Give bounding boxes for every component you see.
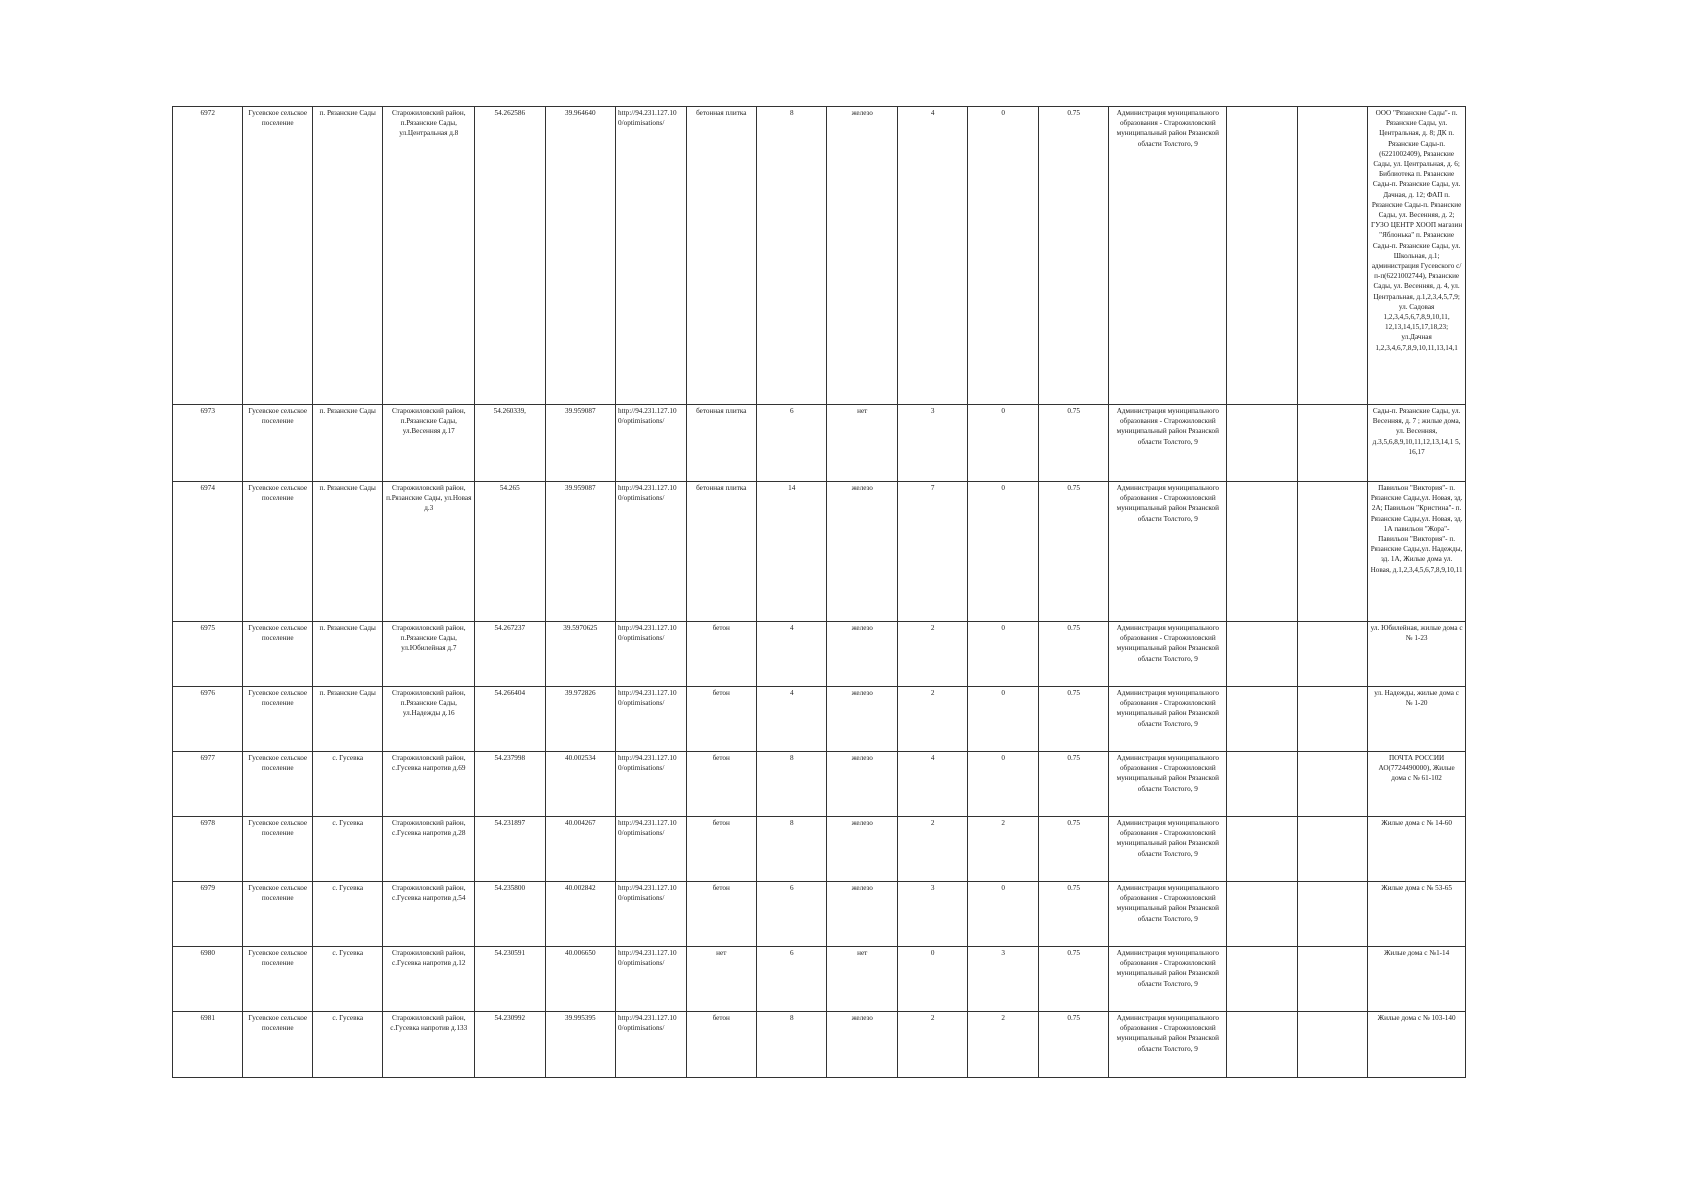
empty-cell	[1297, 405, 1367, 482]
locality-cell: п. Рязанские Сады	[312, 482, 382, 622]
area-cell: 8	[757, 752, 827, 817]
locality-cell: с. Гусевка	[312, 817, 382, 882]
empty-cell	[1227, 1012, 1297, 1078]
locality-cell: п. Рязанские Сады	[312, 622, 382, 687]
empty-cell	[1297, 947, 1367, 1012]
empty-cell	[1297, 622, 1367, 687]
map-link-cell: http://94.231.127.10 0/optimisations/	[616, 622, 686, 687]
waste-sources-cell: ООО "Рязанские Сады"- п. Рязанские Сады, ул. Центральная, д. 8; ДК п. Рязанские Сады-п. (6221002409), Рязанские Сады, ул. Центральная, д. 6; Библиотека п. Рязанские Сады-п. Рязанские Сады, ул. Дачная, д. 12; ФАП п. Рязанские Сады-п. Рязанские Сады, ул. Весенняя, д. 2; ГУЗО ЦЕНТР ХООП магазин "Яблонька" п. Рязанские Сады-п. Рязанские Сады, ул. Школьная, д.1; администрация Гусевского с/п-п(6221002744), Рязанские Сады, ул. Весенняя, д. 4, ул. Центральная, д.1,2,3,4,5,7,9; ул. Садовая 1,2,3,4,5,6,7,8,9,10,11, 12,13,14,15,17,18,23; ул.Дачная 1,2,3,4,6,7,8,9,10,11,13,14,1	[1368, 107, 1466, 405]
empty-cell	[1297, 482, 1367, 622]
containers-count-cell: 2	[897, 622, 967, 687]
area-cell: 6	[757, 882, 827, 947]
table-row	[173, 622, 1466, 687]
table-row	[173, 687, 1466, 752]
surface-type-cell: бетонная плитка	[686, 405, 756, 482]
waste-sources-cell: Жилые дома с № 103-140	[1368, 1012, 1466, 1078]
fence-cell: нет	[827, 947, 897, 1012]
bunkers-count-cell: 0	[968, 752, 1038, 817]
empty-cell	[1227, 817, 1297, 882]
bunkers-count-cell: 2	[968, 817, 1038, 882]
owner-cell: Администрация муниципального образования - Старожиловский муниципальный район Рязанской области Толстого, 9	[1109, 687, 1227, 752]
fence-cell: железо	[827, 107, 897, 405]
waste-sources-cell: Павильон "Виктория"- п. Рязанские Сады,ул. Новая, зд. 2А; Павильон "Кристина"- п. Рязанские Сады,ул. Новая, зд. 1А павильон "Жора"- Павильон "Виктория"- п. Рязанские Сады,ул. Надежды, зд. 1А, Жилые дома ул. Новая, д.1,2,3,4,5,6,7,8,9,10,11	[1368, 482, 1466, 622]
area-cell: 14	[757, 482, 827, 622]
area-cell: 4	[757, 622, 827, 687]
map-link-cell: http://94.231.127.10 0/optimisations/	[616, 405, 686, 482]
address-cell: Старожиловский район, п.Рязанские Сады, ул.Весенняя д.17	[383, 405, 475, 482]
empty-cell	[1227, 482, 1297, 622]
fence-cell: железо	[827, 482, 897, 622]
row-number-cell: 6981	[173, 1012, 243, 1078]
longitude-cell: 40.002842	[545, 882, 615, 947]
latitude-cell: 54.266404	[475, 687, 545, 752]
map-link-cell: http://94.231.127.10 0/optimisations/	[616, 752, 686, 817]
settlement-cell: Гусевское сельское поселение	[243, 817, 312, 882]
fence-cell: нет	[827, 405, 897, 482]
owner-cell: Администрация муниципального образования - Старожиловский муниципальный район Рязанской области Толстого, 9	[1109, 405, 1227, 482]
bunkers-count-cell: 0	[968, 687, 1038, 752]
area-cell: 8	[757, 107, 827, 405]
settlement-cell: Гусевское сельское поселение	[243, 1012, 312, 1078]
surface-type-cell: бетон	[686, 882, 756, 947]
locality-cell: с. Гусевка	[312, 947, 382, 1012]
table-row	[173, 107, 1466, 405]
address-cell: Старожиловский район, с.Гусевка напротив д.54	[383, 882, 475, 947]
container-volume-cell: 0.75	[1038, 107, 1108, 405]
longitude-cell: 39.959087	[545, 482, 615, 622]
waste-sources-cell: Жилые дома с № 53-65	[1368, 882, 1466, 947]
address-cell: Старожиловский район, п.Рязанские Сады, ул.Центральная д.8	[383, 107, 475, 405]
containers-count-cell: 4	[897, 107, 967, 405]
row-number-cell: 6980	[173, 947, 243, 1012]
containers-count-cell: 2	[897, 1012, 967, 1078]
map-link-cell: http://94.231.127.10 0/optimisations/	[616, 947, 686, 1012]
longitude-cell: 39.964640	[545, 107, 615, 405]
locality-cell: с. Гусевка	[312, 882, 382, 947]
settlement-cell: Гусевское сельское поселение	[243, 947, 312, 1012]
empty-cell	[1297, 1012, 1367, 1078]
address-cell: Старожиловский район, п.Рязанские Сады, ул.Новая д.3	[383, 482, 475, 622]
row-number-cell: 6973	[173, 405, 243, 482]
area-cell: 8	[757, 1012, 827, 1078]
area-cell: 8	[757, 817, 827, 882]
table-row	[173, 947, 1466, 1012]
empty-cell	[1297, 817, 1367, 882]
fence-cell: железо	[827, 817, 897, 882]
container-volume-cell: 0.75	[1038, 687, 1108, 752]
owner-cell: Администрация муниципального образования - Старожиловский муниципальный район Рязанской области Толстого, 9	[1109, 1012, 1227, 1078]
surface-type-cell: бетон	[686, 817, 756, 882]
settlement-cell: Гусевское сельское поселение	[243, 405, 312, 482]
waste-sources-cell: ул. Юбилейная, жилые дома с № 1-23	[1368, 622, 1466, 687]
latitude-cell: 54.230591	[475, 947, 545, 1012]
row-number-cell: 6977	[173, 752, 243, 817]
address-cell: Старожиловский район, с.Гусевка напротив д.28	[383, 817, 475, 882]
surface-type-cell: бетон	[686, 622, 756, 687]
map-link-cell: http://94.231.127.10 0/optimisations/	[616, 482, 686, 622]
empty-cell	[1227, 947, 1297, 1012]
latitude-cell: 54.237998	[475, 752, 545, 817]
locality-cell: с. Гусевка	[312, 1012, 382, 1078]
bunkers-count-cell: 2	[968, 1012, 1038, 1078]
empty-cell	[1227, 882, 1297, 947]
row-number-cell: 6978	[173, 817, 243, 882]
longitude-cell: 40.002534	[545, 752, 615, 817]
locality-cell: п. Рязанские Сады	[312, 687, 382, 752]
owner-cell: Администрация муниципального образования - Старожиловский муниципальный район Рязанской области Толстого, 9	[1109, 817, 1227, 882]
surface-type-cell: бетонная плитка	[686, 482, 756, 622]
table-row	[173, 817, 1466, 882]
longitude-cell: 39.5970625	[545, 622, 615, 687]
longitude-cell: 39.972826	[545, 687, 615, 752]
bunkers-count-cell: 0	[968, 107, 1038, 405]
settlement-cell: Гусевское сельское поселение	[243, 482, 312, 622]
bunkers-count-cell: 0	[968, 622, 1038, 687]
bunkers-count-cell: 0	[968, 882, 1038, 947]
waste-sources-cell: ПОЧТА РОССИИ АО(7724490000), Жилые дома с № 61-102	[1368, 752, 1466, 817]
fence-cell: железо	[827, 687, 897, 752]
latitude-cell: 54.260339,	[475, 405, 545, 482]
surface-type-cell: бетонная плитка	[686, 107, 756, 405]
container-volume-cell: 0.75	[1038, 752, 1108, 817]
empty-cell	[1227, 107, 1297, 405]
empty-cell	[1297, 107, 1367, 405]
owner-cell: Администрация муниципального образования - Старожиловский муниципальный район Рязанской области Толстого, 9	[1109, 947, 1227, 1012]
latitude-cell: 54.267237	[475, 622, 545, 687]
map-link-cell: http://94.231.127.10 0/optimisations/	[616, 107, 686, 405]
containers-count-cell: 0	[897, 947, 967, 1012]
container-volume-cell: 0.75	[1038, 947, 1108, 1012]
bunkers-count-cell: 3	[968, 947, 1038, 1012]
bunkers-count-cell: 0	[968, 405, 1038, 482]
latitude-cell: 54.230992	[475, 1012, 545, 1078]
containers-count-cell: 2	[897, 687, 967, 752]
longitude-cell: 40.006650	[545, 947, 615, 1012]
row-number-cell: 6976	[173, 687, 243, 752]
surface-type-cell: бетон	[686, 1012, 756, 1078]
waste-sources-cell: ул. Надежды, жилые дома с № 1-20	[1368, 687, 1466, 752]
containers-count-cell: 3	[897, 405, 967, 482]
fence-cell: железо	[827, 882, 897, 947]
container-volume-cell: 0.75	[1038, 405, 1108, 482]
settlement-cell: Гусевское сельское поселение	[243, 107, 312, 405]
area-cell: 6	[757, 405, 827, 482]
containers-count-cell: 7	[897, 482, 967, 622]
longitude-cell: 40.004267	[545, 817, 615, 882]
waste-site-registry-table	[172, 106, 1466, 1078]
empty-cell	[1227, 687, 1297, 752]
address-cell: Старожиловский район, п.Рязанские Сады, ул.Юбилейная д.7	[383, 622, 475, 687]
locality-cell: с. Гусевка	[312, 752, 382, 817]
empty-cell	[1297, 752, 1367, 817]
surface-type-cell: бетон	[686, 687, 756, 752]
bunkers-count-cell: 0	[968, 482, 1038, 622]
owner-cell: Администрация муниципального образования - Старожиловский муниципальный район Рязанской области Толстого, 9	[1109, 882, 1227, 947]
table-row	[173, 482, 1466, 622]
waste-sources-cell: Сады-п. Рязанские Сады, ул. Весенняя, д. 7 ; жилые дома, ул. Весенняя, д.3,5,6,8,9,10,11,12,13,14,1 5, 16,17	[1368, 405, 1466, 482]
row-number-cell: 6972	[173, 107, 243, 405]
surface-type-cell: нет	[686, 947, 756, 1012]
waste-sources-cell: Жилые дома с №1-14	[1368, 947, 1466, 1012]
fence-cell: железо	[827, 1012, 897, 1078]
row-number-cell: 6979	[173, 882, 243, 947]
containers-count-cell: 4	[897, 752, 967, 817]
locality-cell: п. Рязанские Сады	[312, 405, 382, 482]
row-number-cell: 6974	[173, 482, 243, 622]
address-cell: Старожиловский район, с.Гусевка напротив д.12	[383, 947, 475, 1012]
empty-cell	[1227, 622, 1297, 687]
map-link-cell: http://94.231.127.10 0/optimisations/	[616, 1012, 686, 1078]
owner-cell: Администрация муниципального образования - Старожиловский муниципальный район Рязанской области Толстого, 9	[1109, 107, 1227, 405]
map-link-cell: http://94.231.127.10 0/optimisations/	[616, 817, 686, 882]
fence-cell: железо	[827, 752, 897, 817]
settlement-cell: Гусевское сельское поселение	[243, 882, 312, 947]
address-cell: Старожиловский район, с.Гусевка напротив д.133	[383, 1012, 475, 1078]
settlement-cell: Гусевское сельское поселение	[243, 622, 312, 687]
owner-cell: Администрация муниципального образования - Старожиловский муниципальный район Рязанской области Толстого, 9	[1109, 622, 1227, 687]
container-volume-cell: 0.75	[1038, 1012, 1108, 1078]
address-cell: Старожиловский район, с.Гусевка напротив д.69	[383, 752, 475, 817]
latitude-cell: 54.262586	[475, 107, 545, 405]
table-row	[173, 1012, 1466, 1078]
row-number-cell: 6975	[173, 622, 243, 687]
container-volume-cell: 0.75	[1038, 882, 1108, 947]
settlement-cell: Гусевское сельское поселение	[243, 752, 312, 817]
latitude-cell: 54.265	[475, 482, 545, 622]
empty-cell	[1297, 687, 1367, 752]
latitude-cell: 54.235800	[475, 882, 545, 947]
empty-cell	[1297, 882, 1367, 947]
longitude-cell: 39.995395	[545, 1012, 615, 1078]
area-cell: 4	[757, 687, 827, 752]
table-row	[173, 405, 1466, 482]
locality-cell: п. Рязанские Сады	[312, 107, 382, 405]
container-volume-cell: 0.75	[1038, 622, 1108, 687]
waste-sources-cell: Жилые дома с № 14-60	[1368, 817, 1466, 882]
latitude-cell: 54.231897	[475, 817, 545, 882]
surface-type-cell: бетон	[686, 752, 756, 817]
empty-cell	[1227, 752, 1297, 817]
map-link-cell: http://94.231.127.10 0/optimisations/	[616, 882, 686, 947]
container-volume-cell: 0.75	[1038, 817, 1108, 882]
containers-count-cell: 2	[897, 817, 967, 882]
owner-cell: Администрация муниципального образования - Старожиловский муниципальный район Рязанской области Толстого, 9	[1109, 752, 1227, 817]
address-cell: Старожиловский район, п.Рязанские Сады, ул.Надежды д.16	[383, 687, 475, 752]
settlement-cell: Гусевское сельское поселение	[243, 687, 312, 752]
empty-cell	[1227, 405, 1297, 482]
fence-cell: железо	[827, 622, 897, 687]
area-cell: 6	[757, 947, 827, 1012]
owner-cell: Администрация муниципального образования - Старожиловский муниципальный район Рязанской области Толстого, 9	[1109, 482, 1227, 622]
container-volume-cell: 0.75	[1038, 482, 1108, 622]
longitude-cell: 39.959087	[545, 405, 615, 482]
table-row	[173, 882, 1466, 947]
map-link-cell: http://94.231.127.10 0/optimisations/	[616, 687, 686, 752]
table-row	[173, 752, 1466, 817]
containers-count-cell: 3	[897, 882, 967, 947]
